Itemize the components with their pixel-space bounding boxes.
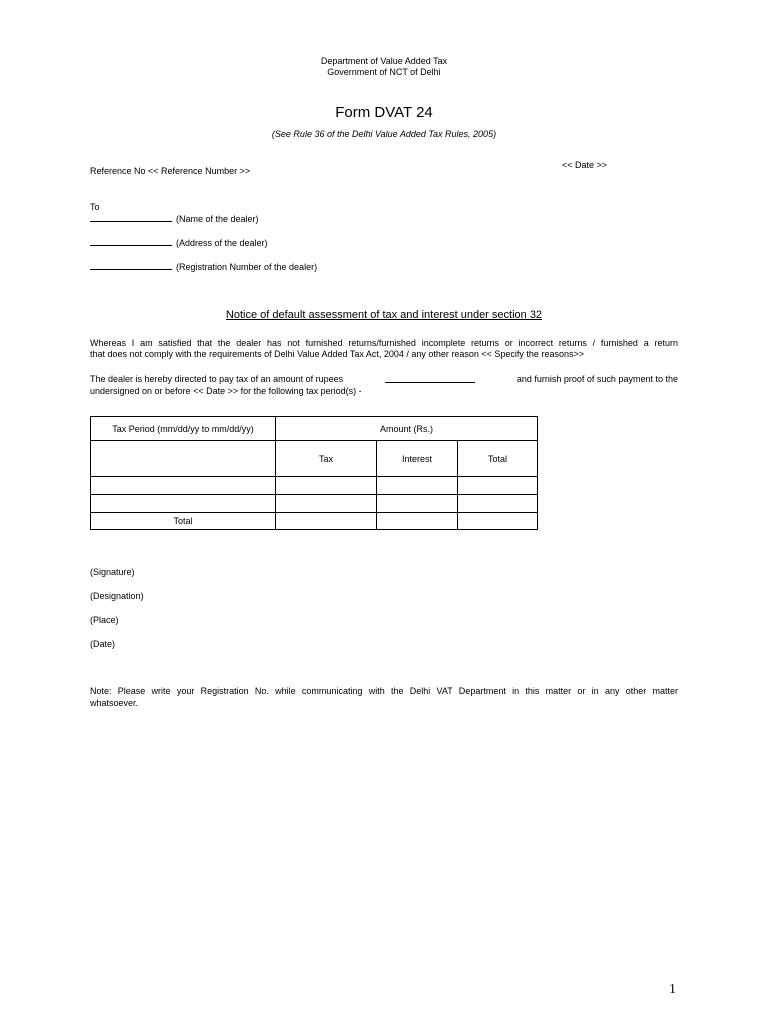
para2-line1-pre: The dealer is hereby directed to pay tax of an amount of rupees [90, 374, 344, 384]
dealer-address-field [90, 237, 268, 248]
dealer-name-label: (Name of the dealer) [176, 214, 259, 224]
total-label: Total [91, 513, 276, 530]
subheader-interest: Interest [377, 441, 458, 477]
table-cell [91, 495, 276, 513]
blank-line [90, 237, 172, 246]
government-name: Government of NCT of Delhi [327, 67, 441, 77]
table-cell [276, 513, 377, 530]
para2-line2: undersigned on or before << Date >> for the following tax period(s) - [90, 386, 362, 396]
subheader-total: Total [458, 441, 538, 477]
table-cell [276, 495, 377, 513]
table-header-row [91, 417, 538, 441]
dealer-registration-label: (Registration Number of the dealer) [176, 262, 318, 272]
subheader-tax: Tax [276, 441, 377, 477]
table-row [91, 477, 538, 495]
table-cell [458, 477, 538, 495]
department-name: Department of Value Added Tax [320, 56, 448, 66]
table-cell [377, 477, 458, 495]
para1-line2: that does not comply with the requirements of Delhi Value Added Tax Act, 2004 / any other reason << Specify the reasons>> [90, 349, 584, 359]
table-cell [276, 477, 377, 495]
page-number: 1 [669, 982, 676, 997]
notice-title-text: Notice of default assessment of tax and interest under section 32 [225, 309, 543, 321]
designation-label: (Designation) [90, 591, 144, 601]
para2-line1-post: and furnish proof of such payment to the [516, 374, 678, 384]
header-tax-period: Tax Period (mm/dd/yy to mm/dd/yy) [91, 417, 276, 441]
amount-blank-line [385, 374, 475, 383]
table-cell [91, 477, 276, 495]
note-line2: whatsoever. [90, 698, 139, 708]
reference-number: Reference No << Reference Number >> [90, 166, 251, 176]
table-cell [377, 513, 458, 530]
table-cell [458, 495, 538, 513]
header-amount: Amount (Rs.) [276, 417, 538, 441]
notice-title [0, 309, 768, 321]
para2-line1 [90, 374, 678, 384]
place-label: (Place) [90, 615, 119, 625]
table-cell [91, 441, 276, 477]
signature-label: (Signature) [90, 567, 135, 577]
blank-line [90, 261, 172, 270]
para1-line1: Whereas I am satisfied that the dealer has not furnished returns/furnished incomplete returns or incorrect returns / furnished a return [90, 338, 678, 348]
form-title: Form DVAT 24 [335, 104, 433, 121]
table-total-row [91, 513, 538, 530]
dealer-name-field [90, 213, 259, 224]
note-line1: Note: Please write your Registration No. while communicating with the Delhi VAT Department in this matter or in any other matter [90, 686, 678, 696]
date-placeholder: << Date >> [562, 160, 608, 170]
table-subheader-row [91, 441, 538, 477]
table-cell [377, 495, 458, 513]
table-row [91, 495, 538, 513]
blank-line [90, 213, 172, 222]
date-label: (Date) [90, 639, 116, 649]
dealer-address-label: (Address of the dealer) [176, 238, 268, 248]
table-cell [458, 513, 538, 530]
tax-amount-table [90, 416, 538, 530]
to-label: To [90, 202, 100, 212]
dealer-registration-field [90, 261, 317, 272]
rule-reference: (See Rule 36 of the Delhi Value Added Tax Rules, 2005) [271, 129, 497, 139]
